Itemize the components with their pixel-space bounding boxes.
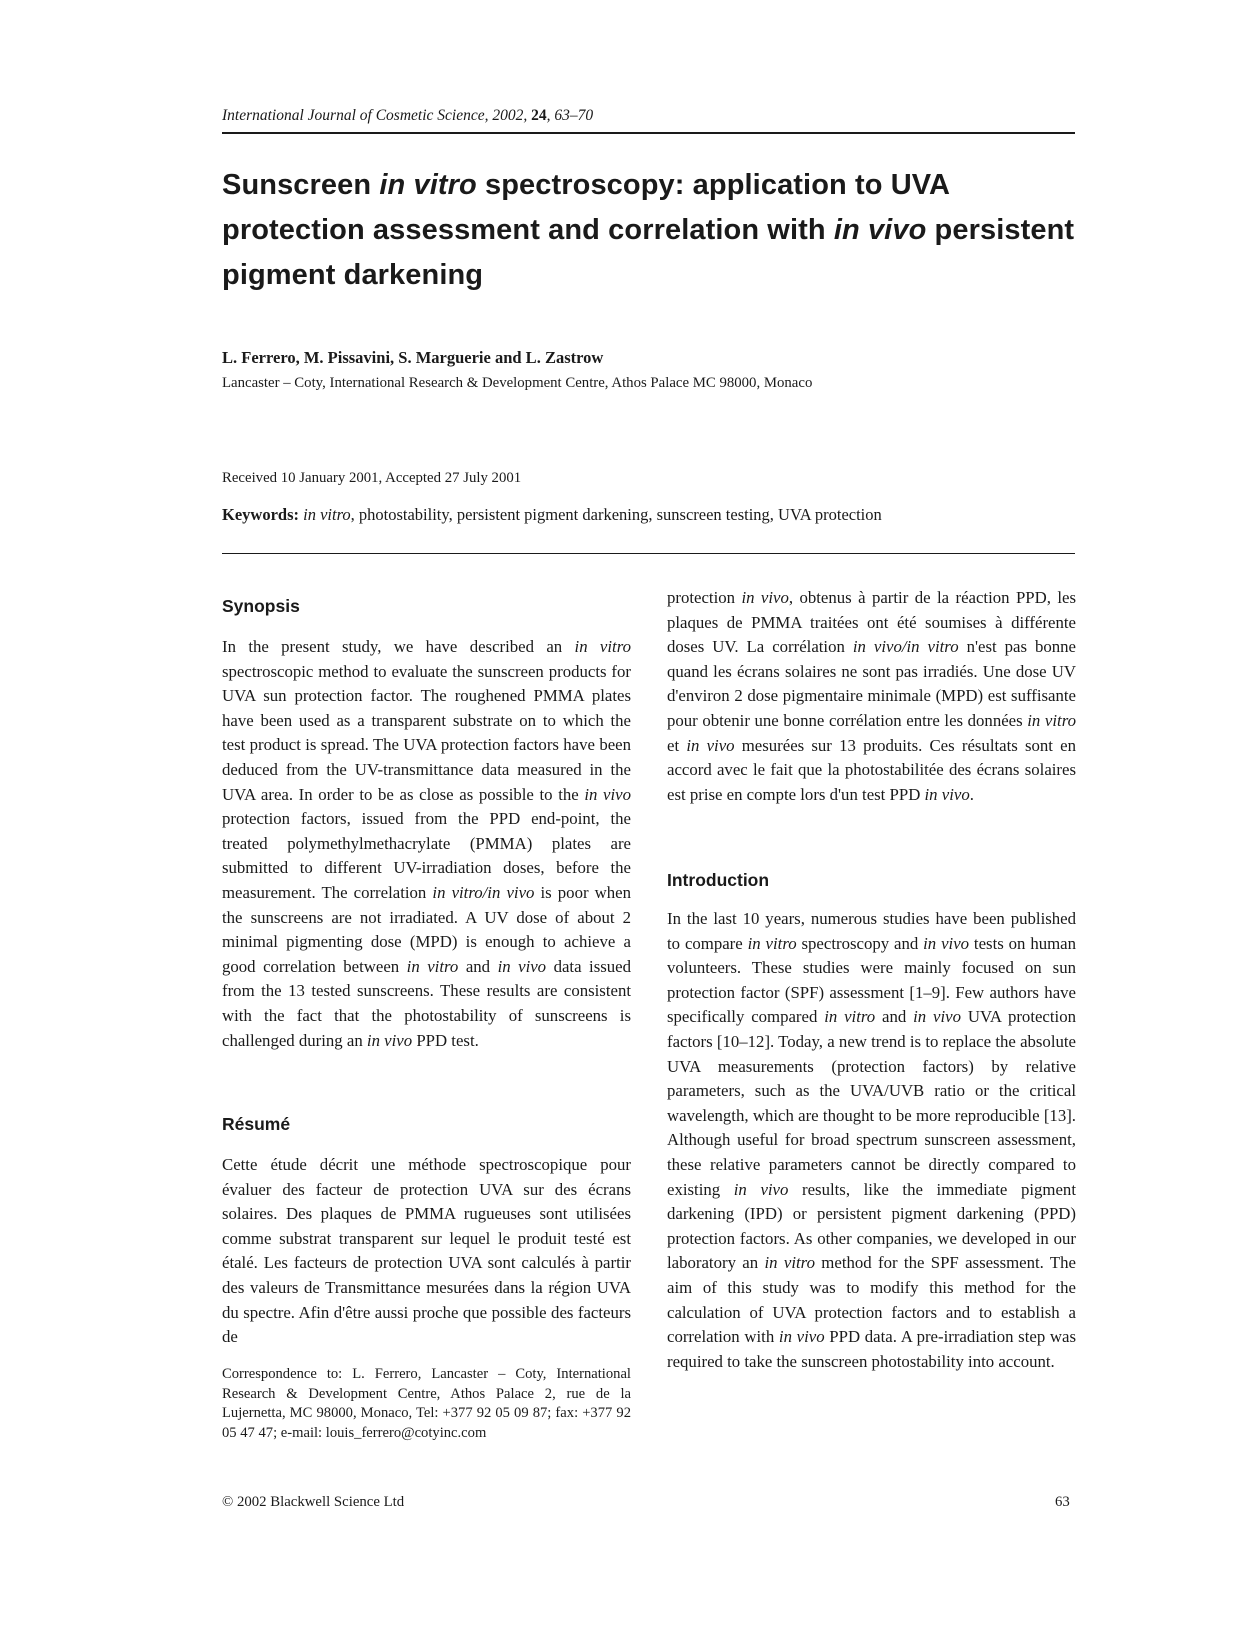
- resume-paragraph: [222, 1153, 631, 1350]
- synopsis-heading: Synopsis: [222, 596, 300, 616]
- authors: L. Ferrero, M. Pissavini, S. Marguerie and L. Zastrow: [222, 348, 604, 367]
- introduction-heading: Introduction: [667, 870, 770, 890]
- text-run: , obtenus à partir de la réaction PPD, les plaques de PMMA traitées ont été soumises à différente doses UV. La corrélation: [667, 588, 1076, 657]
- italic-run: in vivo: [924, 784, 970, 804]
- article-title: [222, 163, 1075, 298]
- keywords-label: Keywords:: [222, 505, 299, 524]
- journal-name: International Journal of Cosmetic Science: [222, 107, 485, 124]
- italic-run: in vitro: [747, 933, 797, 953]
- italic-run: in vitro: [764, 1253, 815, 1273]
- section-rule: [222, 553, 1075, 554]
- italic-run: in vivo: [923, 933, 970, 953]
- text-run: and: [875, 1007, 914, 1027]
- text-run: Cette étude décrit une méthode spectroscopique pour évaluer des facteur de protection UVA sur des écrans solaires. Des plaques de PMMA rugueuses sont utilisées comme substrat transparent sur lequel le produit testé est étalé. Les facteurs de protection UVA sont calculés à partir des valeurs de Transmittance mesurées dans la région UVA du spectre. Afin d'être aussi proche que possible des facteurs de: [222, 1155, 631, 1347]
- affiliation: Lancaster – Coty, International Research & Development Centre, Athos Palace MC 98000, Monaco: [222, 375, 813, 391]
- text-run: mesurées sur 13 produits. Ces résultats sont en accord avec le fait que la photostabilitée des écrans solaires est prise en compte lors d'un test PPD: [667, 735, 1077, 804]
- resume-continued-paragraph: [667, 586, 1076, 807]
- italic-run: in vitro: [406, 956, 459, 976]
- text-run: In the last 10 years, numerous studies have been published to compare: [667, 909, 1076, 953]
- keywords-list: , photostability, persistent pigment darkening, sunscreen testing, UVA protection: [350, 505, 882, 524]
- text-run: UVA protection factors [10–12]. Today, a new trend is to replace the absolute UVA measurements (protection factors) by relative parameters, such as the UVA/UVB ratio or the critical wavelength, which are thought to be more reproducible [13]. Although useful for broad spectrum sunscreen assessment, these relative parameters cannot be directly compared to existing: [667, 1007, 1076, 1199]
- text-run: results, like the immediate pigment darkening (IPD) or persistent pigment darkening (PPD) protection factors. As other companies, we developed in our laboratory an: [667, 1179, 1076, 1273]
- text-run: data issued from the 13 tested sunscreens. These results are consistent with the fact that the photostability of sunscreens is challenged during an: [222, 956, 631, 1050]
- italic-run: in vivo: [778, 1327, 825, 1347]
- text-run: et: [667, 735, 687, 755]
- text-run: method for the SPF assessment. The aim of this study was to modify this method for the calculation of UVA protection factors and to establish a correlation with: [667, 1253, 1076, 1347]
- text-run: spectroscopic method to evaluate the sunscreen products for UVA sun protection factor. The roughened PMMA plates have been used as a transparent substrate on to which the test product is spread. The UVA protection factors have been deduced from the UV-transmittance data measured in the UVA area. In order to be as close as possible to the: [222, 661, 631, 804]
- italic-run: in vivo: [497, 956, 547, 976]
- page-number: 63: [1055, 1494, 1070, 1510]
- italic-run: in vivo: [741, 588, 789, 607]
- title-part: spectroscopy: application to UVA protection assessment and correlation with: [222, 169, 950, 246]
- journal-citation: [222, 107, 593, 125]
- text-run: tests on human volunteers. These studies were mainly focused on sun protection factor (SPF) assessment [1–9]. Few authors have specifically compared: [667, 933, 1077, 1027]
- introduction-paragraph: [667, 907, 1076, 1374]
- text-run: In the present study, we have described an: [222, 637, 575, 656]
- italic-run: in vivo/in vitro: [852, 637, 959, 657]
- text-run: and: [458, 956, 498, 976]
- text-run: spectroscopy and: [796, 933, 924, 953]
- text-run: .: [969, 784, 974, 804]
- copyright-notice: © 2002 Blackwell Science Ltd: [222, 1494, 405, 1510]
- italic-run: in vitro: [824, 1007, 876, 1027]
- text-run: n'est pas bonne quand les écrans solaires ne sont pas irradiés. Une dose UV d'environ 2 dose pigmentaire minimale (MPD) est suffisante pour obtenir une bonne corrélation entre les données: [667, 637, 1076, 730]
- italic-run: in vivo: [584, 784, 632, 804]
- resume-heading: Résumé: [222, 1114, 291, 1134]
- correspondence-note: Correspondence to: L. Ferrero, Lancaster – Coty, International Research & Development Centre, Athos Palace 2, rue de la Lujernetta, MC 98000, Monaco, Tel: +377 92 05 09 87; fax: +377 92 05 47 47; e-mail: louis_ferrero@cotyinc.com: [222, 1366, 631, 1441]
- text-run: is poor when the sunscreens are not irradiated. A UV dose of about 2 minimal pigmenting dose (MPD) is enough to achieve a good correlation between: [222, 882, 631, 976]
- italic-run: in vitro: [574, 637, 631, 656]
- text-run: protection: [667, 588, 742, 607]
- italic-run: in vivo: [733, 1179, 789, 1199]
- journal-pages: , 63–70: [546, 107, 594, 124]
- italic-run: in vivo: [913, 1007, 961, 1027]
- italic-run: in vitro/in vivo: [432, 882, 535, 902]
- text-run: protection factors, issued from the PPD end-point, the treated polymethylmethacrylate (PMMA) plates are submitted to different UV-irradiation doses, before the measurement. The correlation: [222, 809, 631, 902]
- italic-run: in vitro: [1027, 710, 1076, 730]
- italic-run: in vivo: [366, 1030, 413, 1050]
- text-run: PPD data. A pre-irradiation step was required to take the sunscreen photostability into account.: [667, 1327, 1076, 1371]
- journal-year: , 2002,: [484, 107, 532, 124]
- synopsis-paragraph: [222, 635, 631, 1053]
- title-part: persistent pigment darkening: [222, 214, 1075, 291]
- received-dates: Received 10 January 2001, Accepted 27 July 2001: [222, 470, 522, 486]
- journal-volume: 24: [531, 107, 547, 124]
- text-run: PPD test.: [412, 1030, 479, 1050]
- keywords-italic: in vitro: [299, 505, 351, 524]
- italic-run: in vivo: [686, 735, 735, 755]
- title-part: Sunscreen: [222, 169, 380, 201]
- header-rule: [222, 132, 1075, 134]
- title-italic: in vitro: [379, 169, 477, 201]
- title-italic: in vivo: [833, 214, 927, 246]
- keywords: [222, 505, 882, 525]
